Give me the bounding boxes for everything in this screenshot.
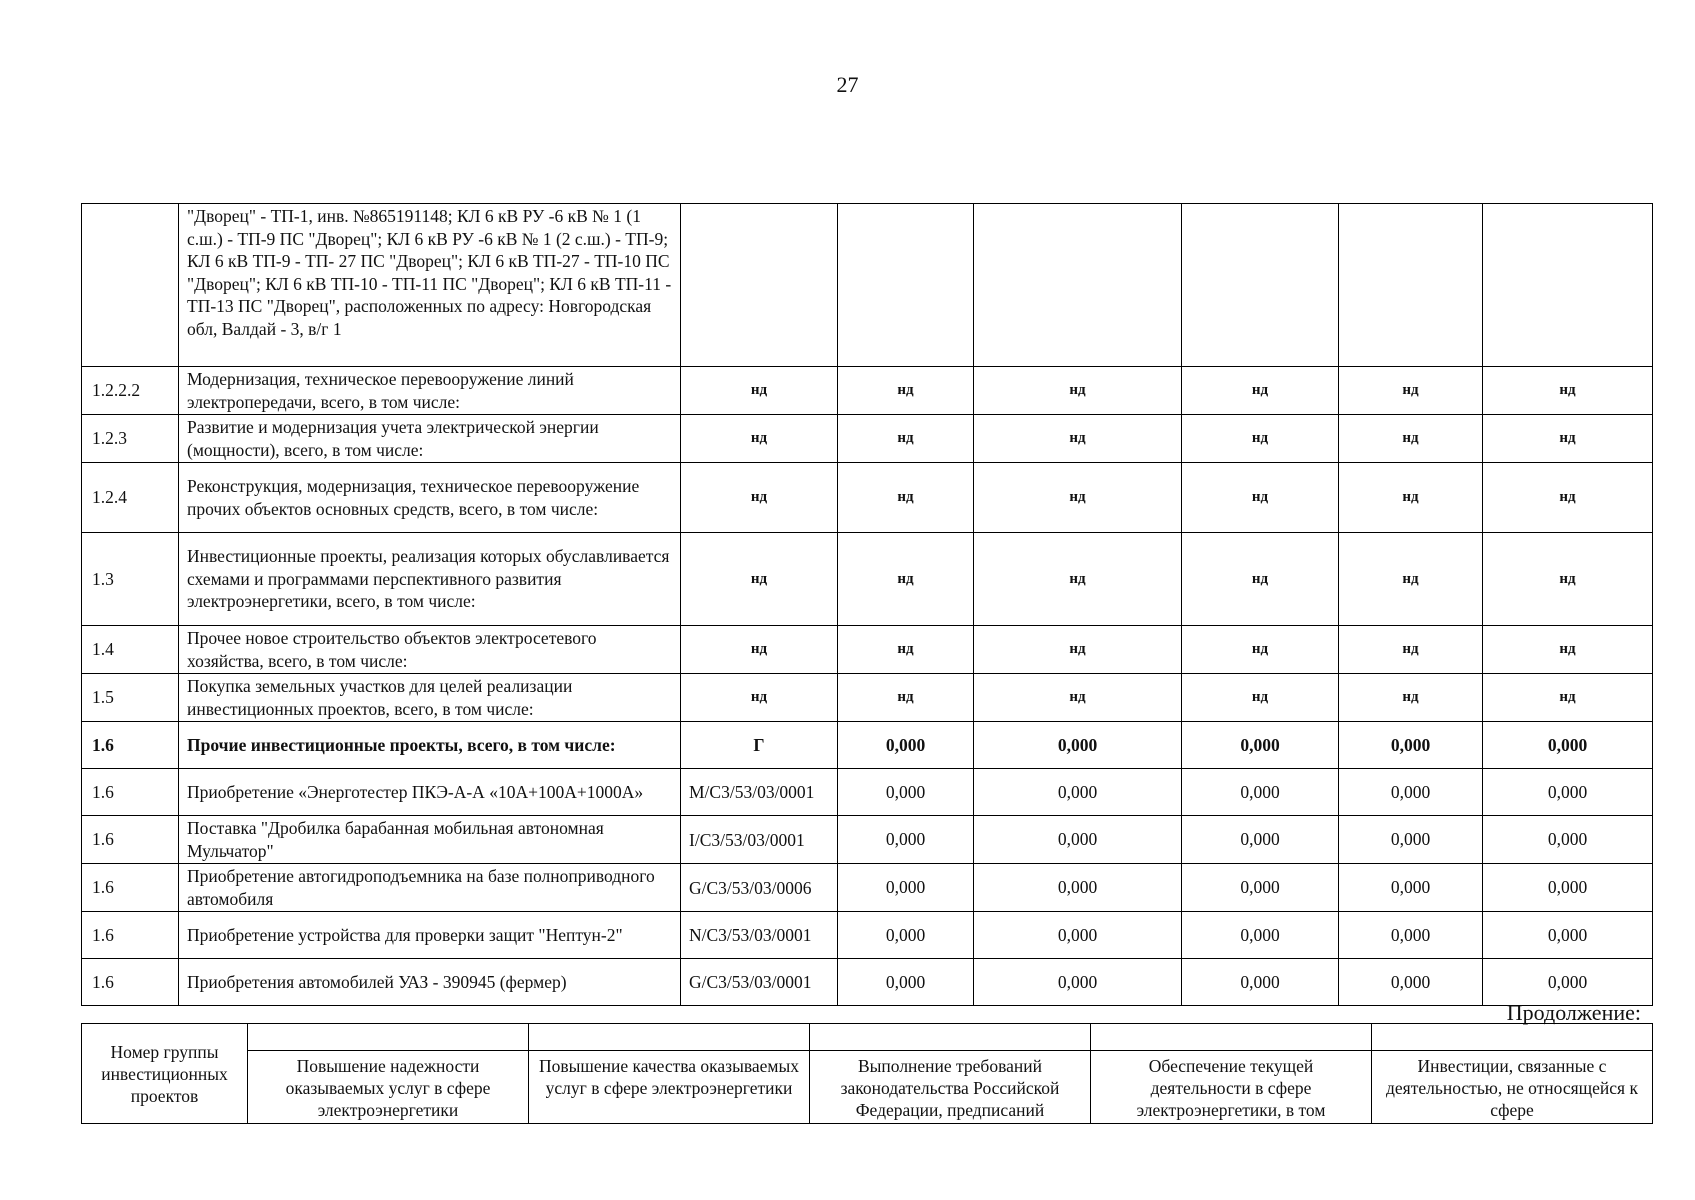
row-value: 0,000 bbox=[1483, 864, 1653, 912]
row-number: 1.5 bbox=[82, 674, 179, 722]
row-description: Реконструкция, модернизация, техническое перевооружение прочих объектов основных средств, всего, в том числе: bbox=[179, 463, 681, 533]
row-value: 0,000 bbox=[1182, 912, 1339, 959]
row-code: I/C3/53/03/0001 bbox=[681, 816, 838, 864]
investment-table bbox=[81, 203, 1653, 1006]
table-row bbox=[82, 816, 1653, 864]
row-value: нд bbox=[1182, 367, 1339, 415]
row-code: нд bbox=[681, 367, 838, 415]
row-number: 1.6 bbox=[82, 769, 179, 816]
row-value: 0,000 bbox=[1483, 722, 1653, 769]
table-row bbox=[82, 415, 1653, 463]
row-value: нд bbox=[1182, 463, 1339, 533]
row-number: 1.4 bbox=[82, 626, 179, 674]
row-code: N/C3/53/03/0001 bbox=[681, 912, 838, 959]
row-value: нд bbox=[1483, 463, 1653, 533]
table-row bbox=[82, 674, 1653, 722]
row-description: Развитие и модернизация учета электрической энергии (мощности), всего, в том числе: bbox=[179, 415, 681, 463]
row-value bbox=[974, 204, 1182, 367]
row-value: нд bbox=[1182, 415, 1339, 463]
row-number: 1.2.3 bbox=[82, 415, 179, 463]
table-row bbox=[82, 626, 1653, 674]
row-value: нд bbox=[974, 367, 1182, 415]
row-value: 0,000 bbox=[1182, 959, 1339, 1006]
row-code: нд bbox=[681, 674, 838, 722]
row-value: 0,000 bbox=[1339, 864, 1483, 912]
row-value: 0,000 bbox=[974, 912, 1182, 959]
row-number: 1.6 bbox=[82, 816, 179, 864]
row-code: M/C3/53/03/0001 bbox=[681, 769, 838, 816]
continuation-header-table bbox=[81, 1023, 1653, 1124]
row-value: 0,000 bbox=[1339, 912, 1483, 959]
header-empty-cell bbox=[1091, 1024, 1372, 1051]
row-value: 0,000 bbox=[1339, 769, 1483, 816]
row-value: нд bbox=[838, 415, 974, 463]
row-value: 0,000 bbox=[1483, 959, 1653, 1006]
table-row bbox=[82, 204, 1653, 367]
row-value: 0,000 bbox=[838, 816, 974, 864]
continuation-label: Продолжение: bbox=[1506, 1000, 1641, 1025]
row-value: 0,000 bbox=[838, 769, 974, 816]
row-value: нд bbox=[838, 463, 974, 533]
header-legal-requirements: Выполнение требований законодательства Российской Федерации, предписаний bbox=[810, 1051, 1091, 1124]
row-value: нд bbox=[838, 674, 974, 722]
row-value: 0,000 bbox=[974, 769, 1182, 816]
header-empty-cell bbox=[248, 1024, 529, 1051]
row-value: 0,000 bbox=[974, 959, 1182, 1006]
row-number: 1.6 bbox=[82, 912, 179, 959]
row-value: нд bbox=[974, 533, 1182, 626]
row-number bbox=[82, 204, 179, 367]
row-value: 0,000 bbox=[974, 722, 1182, 769]
row-value: 0,000 bbox=[974, 816, 1182, 864]
table-row bbox=[82, 769, 1653, 816]
row-value: нд bbox=[974, 463, 1182, 533]
row-value bbox=[1339, 204, 1483, 367]
row-value: 0,000 bbox=[1339, 722, 1483, 769]
row-code: G/C3/53/03/0006 bbox=[681, 864, 838, 912]
row-value: 0,000 bbox=[1483, 912, 1653, 959]
row-value: 0,000 bbox=[838, 722, 974, 769]
row-value: нд bbox=[1339, 533, 1483, 626]
row-value: нд bbox=[1339, 626, 1483, 674]
row-value: 0,000 bbox=[1182, 864, 1339, 912]
group-number-header: Номер группы инвестиционных проектов bbox=[82, 1024, 248, 1124]
row-value: нд bbox=[1483, 367, 1653, 415]
row-description: Приобретения автомобилей УАЗ - 390945 (фермер) bbox=[179, 959, 681, 1006]
row-code: нд bbox=[681, 463, 838, 533]
row-value bbox=[838, 204, 974, 367]
row-value: нд bbox=[838, 626, 974, 674]
row-value: нд bbox=[1339, 674, 1483, 722]
row-value: нд bbox=[974, 415, 1182, 463]
row-code: нд bbox=[681, 415, 838, 463]
row-value bbox=[1182, 204, 1339, 367]
row-value: 0,000 bbox=[1483, 816, 1653, 864]
row-description: Покупка земельных участков для целей реализации инвестиционных проектов, всего, в том числе: bbox=[179, 674, 681, 722]
row-description: Прочее новое строительство объектов электросетевого хозяйства, всего, в том числе: bbox=[179, 626, 681, 674]
row-number: 1.2.2.2 bbox=[82, 367, 179, 415]
row-number: 1.6 bbox=[82, 722, 179, 769]
header-empty-cell bbox=[529, 1024, 810, 1051]
table-row bbox=[82, 959, 1653, 1006]
row-value: нд bbox=[1339, 367, 1483, 415]
table-row bbox=[82, 463, 1653, 533]
header-empty-cell bbox=[810, 1024, 1091, 1051]
header-current-activity: Обеспечение текущей деятельности в сфере электроэнергетики, в том bbox=[1091, 1051, 1372, 1124]
row-description: Модернизация, техническое перевооружение линий электропередачи, всего, в том числе: bbox=[179, 367, 681, 415]
header-reliability: Повышение надежности оказываемых услуг в сфере электроэнергетики bbox=[248, 1051, 529, 1124]
row-value: 0,000 bbox=[838, 864, 974, 912]
row-value: 0,000 bbox=[1483, 769, 1653, 816]
row-code bbox=[681, 204, 838, 367]
row-value: нд bbox=[1339, 415, 1483, 463]
row-value: 0,000 bbox=[1182, 816, 1339, 864]
row-code: Г bbox=[681, 722, 838, 769]
header-label-row bbox=[82, 1051, 1653, 1124]
row-value: нд bbox=[974, 626, 1182, 674]
row-value: нд bbox=[1182, 674, 1339, 722]
header-top-row bbox=[82, 1024, 1653, 1051]
row-value: 0,000 bbox=[1182, 769, 1339, 816]
row-value: нд bbox=[1483, 415, 1653, 463]
header-other-investments: Инвестиции, связанные с деятельностью, не относящейся к сфере bbox=[1372, 1051, 1653, 1124]
row-value: нд bbox=[1182, 626, 1339, 674]
table-row bbox=[82, 864, 1653, 912]
row-description: "Дворец" - ТП-1, инв. №865191148; КЛ 6 кВ РУ -6 кВ № 1 (1 с.ш.) - ТП-9 ПС "Дворец"; КЛ 6 кВ РУ -6 кВ № 1 (2 с.ш.) - ТП-9; КЛ 6 кВ ТП-9 - ТП- 27 ПС "Дворец"; КЛ 6 кВ ТП-27 - ТП-10 ПС "Дворец"; КЛ 6 кВ ТП-10 - ТП-11 ПС "Дворец"; КЛ 6 кВ ТП-11 - ТП-13 ПС "Дворец", расположенных по адресу: Новгородская обл, Валдай - 3, в/г 1 bbox=[179, 204, 681, 367]
row-value bbox=[1483, 204, 1653, 367]
row-description: Прочие инвестиционные проекты, всего, в том числе: bbox=[179, 722, 681, 769]
row-value: 0,000 bbox=[838, 959, 974, 1006]
row-code: G/C3/53/03/0001 bbox=[681, 959, 838, 1006]
header-quality: Повышение качества оказываемых услуг в сфере электроэнергетики bbox=[529, 1051, 810, 1124]
row-code: нд bbox=[681, 626, 838, 674]
header-empty-cell bbox=[1372, 1024, 1653, 1051]
row-value: 0,000 bbox=[1339, 959, 1483, 1006]
row-value: 0,000 bbox=[1339, 816, 1483, 864]
table-row bbox=[82, 722, 1653, 769]
row-value: нд bbox=[1483, 533, 1653, 626]
table-row bbox=[82, 533, 1653, 626]
row-value: нд bbox=[1182, 533, 1339, 626]
row-number: 1.3 bbox=[82, 533, 179, 626]
row-description: Приобретение «Энерготестер ПКЭ-А-А «10А+100А+1000А» bbox=[179, 769, 681, 816]
table-row bbox=[82, 912, 1653, 959]
row-description: Инвестиционные проекты, реализация которых обуславливается схемами и программами перспективного развития электроэнергетики, всего, в том числе: bbox=[179, 533, 681, 626]
row-code: нд bbox=[681, 533, 838, 626]
row-number: 1.6 bbox=[82, 864, 179, 912]
row-value: нд bbox=[974, 674, 1182, 722]
page-number: 27 bbox=[836, 72, 859, 97]
row-value: 0,000 bbox=[1182, 722, 1339, 769]
row-value: нд bbox=[1483, 674, 1653, 722]
row-value: нд bbox=[1339, 463, 1483, 533]
row-value: нд bbox=[838, 533, 974, 626]
row-number: 1.6 bbox=[82, 959, 179, 1006]
row-description: Приобретение автогидроподъемника на базе полноприводного автомобиля bbox=[179, 864, 681, 912]
row-number: 1.2.4 bbox=[82, 463, 179, 533]
table-row bbox=[82, 367, 1653, 415]
row-value: нд bbox=[838, 367, 974, 415]
row-value: 0,000 bbox=[838, 912, 974, 959]
row-value: нд bbox=[1483, 626, 1653, 674]
row-value: 0,000 bbox=[974, 864, 1182, 912]
row-description: Приобретение устройства для проверки защит "Нептун-2" bbox=[179, 912, 681, 959]
row-description: Поставка "Дробилка барабанная мобильная автономная Мульчатор" bbox=[179, 816, 681, 864]
